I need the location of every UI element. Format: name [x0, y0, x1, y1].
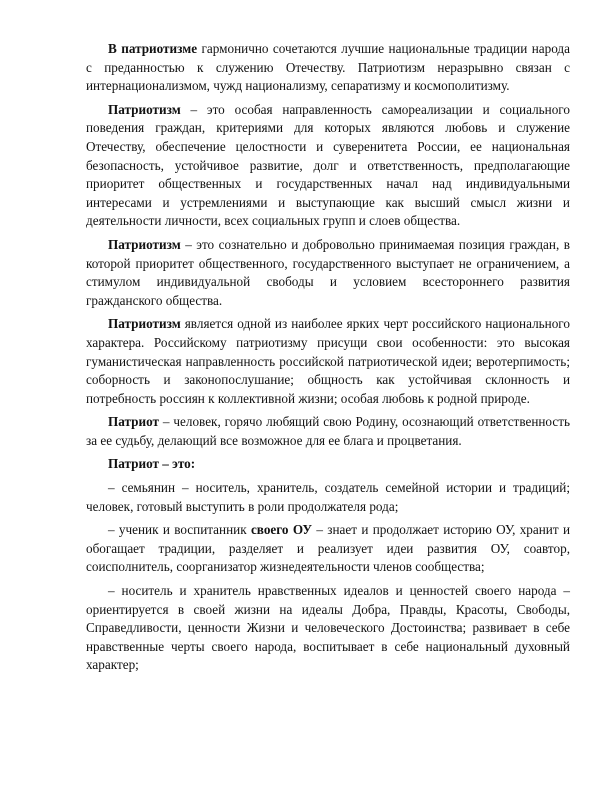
- paragraph-text: – это особая направленность самореализации и социального поведения граждан, критериями для которых являются любовь и служение Отечеству, обеспечение целостности и суверенитета России, ее национальная безопасность, устойчивое развитие, долг и ответственность, предполагающие приоритет общественных и государственных начал над индивидуальными интересами и устремлениями и выступающие как высший смысл жизни и деятельности личности, всех социальных групп и слоев общества.: [86, 101, 570, 229]
- paragraph-text: – человек, горячо любящий свою Родину, осознающий ответственность за ее судьбу, делающий все возможное для ее блага и процветания.: [86, 414, 570, 448]
- paragraph-1: [86, 40, 570, 96]
- term-bold: Патриот: [108, 414, 159, 430]
- paragraph-2: [86, 101, 570, 231]
- document-page: [86, 40, 570, 675]
- list-item-1: [86, 479, 570, 516]
- list-heading: Патриот – это:: [108, 456, 196, 472]
- term-bold: Патриотизм: [108, 236, 181, 252]
- term-bold: Патриотизм: [108, 101, 181, 117]
- list-item-2: [86, 521, 570, 577]
- paragraph-4: [86, 315, 570, 408]
- list-item-bold: своего ОУ: [250, 522, 313, 538]
- term-bold: Патриотизм: [108, 316, 181, 332]
- list-item-text: – семьянин – носитель, хранитель, создатель семейной истории и традиций; человек, готовый выступить в роли продолжателя рода;: [86, 480, 570, 514]
- list-item-text: – ученик и воспитанник: [108, 522, 251, 538]
- list-item-text: – носитель и хранитель нравственных идеалов и ценностей своего народа – ориентируется в своей жизни на идеалы Добра, Правды, Красоты, Свободы, Справедливости, ценности Жизни и человеческого Достоинства; развивает в себе нравственные черты своего народа, воспитывает в себе национальный духовный характер;: [86, 583, 570, 673]
- paragraph-3: [86, 236, 570, 310]
- paragraph-text: гармонично сочетаются лучшие национальные традиции народа с преданностью к служению Отечеству. Патриотизм неразрывно связан с интернационализмом, чужд национализму, сепаратизму и космополитизму.: [86, 41, 570, 94]
- paragraph-5: [86, 413, 570, 450]
- list-item-3: [86, 582, 570, 675]
- paragraph-text: – это сознательно и добровольно принимаемая позиция граждан, в которой приоритет общественного, государственного выступает не ограничением, а стимулом индивидуальной свободы и условием всестороннего развития гражданского общества.: [86, 236, 570, 308]
- paragraph-text: является одной из наиболее ярких черт российского национального характера. Российскому патриотизму присущи свои особенности: это высокая гуманистическая направленность российской патриотической идеи; веротерпимость; соборность и законопослушание; общность как устойчивая склонность и потребность россиян к коллективной жизни; особая любовь к родной природе.: [86, 316, 570, 406]
- term-bold: В патриотизме: [108, 41, 198, 56]
- list-item-text-end: – знает и продолжает историю ОУ, хранит и обогащает традиции, разделяет и реализует идеи развития ОУ, соавтор, соисполнитель, соорганизатор жизнедеятельности членов сообщества;: [86, 522, 571, 575]
